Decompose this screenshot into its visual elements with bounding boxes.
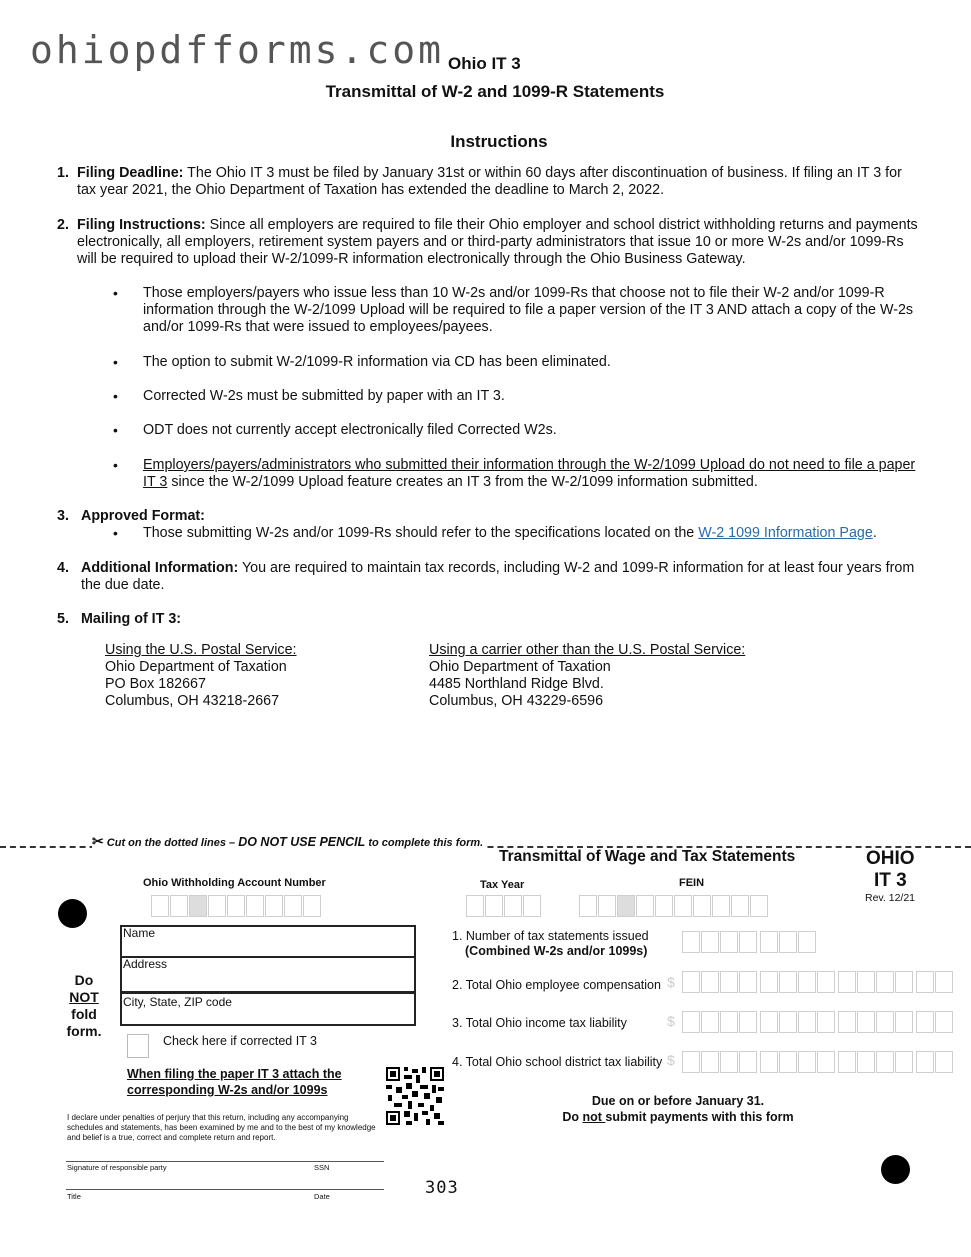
item-number: 3. xyxy=(57,508,69,524)
form-title: Transmittal of Wage and Tax Statements xyxy=(499,848,796,865)
line-1-label xyxy=(452,929,649,959)
tax-year-label: Tax Year xyxy=(480,879,525,891)
form-ohio: OHIO xyxy=(866,848,915,869)
date-label: Date xyxy=(314,1192,330,1201)
address-line: PO Box 182667 xyxy=(105,676,206,692)
perjury-declaration: I declare under penalties of perjury that this return, including any accompanying schedules and statements, has been examined by me and to the best of my knowledge and belief is a true, correct and complete return and report. xyxy=(67,1113,376,1142)
form-code: 303 xyxy=(425,1178,459,1198)
item-heading xyxy=(81,611,181,628)
item-heading-text: Approved Format: xyxy=(81,508,205,524)
item-text: Since all employers are required to file their Ohio employer and school district withholding returns and payments electronically, all employers, retirement system payers and or third-party administrators that issue 10 or more W-2s and/or 1099-Rs will be required to upload their W-2/1099-R information electronically through the Ohio Business Gateway. xyxy=(77,217,918,267)
line-4-label: 4. Total Ohio school district tax liability xyxy=(452,1055,663,1069)
dollar-sign: $ xyxy=(667,1013,675,1029)
line-1-subtext: (Combined W-2s and/or 1099s) xyxy=(465,944,648,958)
name-field[interactable] xyxy=(120,925,416,958)
fold-text: fold xyxy=(71,1006,97,1022)
section-heading: Instructions xyxy=(450,132,548,151)
page-title: Transmittal of W-2 and 1099-R Statements xyxy=(325,82,665,101)
ssn-label: SSN xyxy=(314,1163,330,1172)
cut-text-c: to complete this form. xyxy=(365,837,484,849)
item-text: The Ohio IT 3 must be filed by January 31st or within 60 days after discontinuation of business. If filing an IT 3 for tax year 2021, the Ohio Department of Taxation has extended the deadline to March 2, 2022. xyxy=(77,165,902,198)
title-line[interactable] xyxy=(66,1189,384,1190)
usps-heading: Using the U.S. Postal Service: xyxy=(105,642,297,658)
city-state-zip-field[interactable] xyxy=(120,992,416,1026)
watermark: ohiopdfforms.com xyxy=(30,28,445,72)
w2-1099-info-link[interactable]: W-2 1099 Information Page xyxy=(698,525,873,541)
due-notice xyxy=(540,1093,816,1125)
fein-label: FEIN xyxy=(679,877,705,889)
address-line: Ohio Department of Taxation xyxy=(105,659,287,675)
item-number: 2. xyxy=(57,217,69,233)
bullet-text: Those employers/payers who issue less than 10 W-2s and/or 1099-Rs that choose not to file their W-2 and/or 1099-R information through the W-2/1099 Upload will be required to file a paper version of the IT 3 AND attach a copy of the W-2s and/or 1099-Rs that were issued to employees/payees. xyxy=(143,285,914,335)
instruction-item xyxy=(81,560,921,594)
address-label: Address xyxy=(123,957,168,971)
dollar-sign: $ xyxy=(667,1052,675,1068)
due-line-2 xyxy=(540,1109,816,1125)
line-2-label: 2. Total Ohio employee compensation xyxy=(452,978,661,992)
signature-line[interactable] xyxy=(66,1161,384,1162)
carrier-address xyxy=(429,642,745,710)
corrected-checkbox[interactable] xyxy=(127,1034,149,1058)
line-2-field[interactable] xyxy=(682,971,954,993)
instruction-item xyxy=(77,217,922,268)
bullet-text: ODT does not currently accept electronically filed Corrected W2s. xyxy=(143,422,557,438)
line-3-label: 3. Total Ohio income tax liability xyxy=(452,1016,627,1030)
bullet: • xyxy=(113,457,118,473)
cut-text-a: Cut on the dotted lines – xyxy=(106,837,239,849)
not-text: NOT xyxy=(69,989,99,1005)
address-field[interactable] xyxy=(120,958,416,993)
attach-line: corresponding W-2s and/or 1099s xyxy=(127,1083,328,1097)
line-4-field[interactable] xyxy=(682,1051,954,1073)
corrected-label: Check here if corrected IT 3 xyxy=(163,1034,318,1048)
item-text: You are required to maintain tax records, including W-2 and 1099-R information for at least four years from the due date. xyxy=(81,560,915,593)
form-text: form. xyxy=(66,1023,102,1039)
city-label: City, State, ZIP code xyxy=(123,995,232,1009)
underlined-text: Employers/payers/administrators who submitted their information through the W-2/1099 Upload do not need to file a paper IT 3 xyxy=(143,457,916,490)
item-heading xyxy=(81,508,205,525)
form-it3: IT 3 xyxy=(874,870,907,891)
line-1-field[interactable] xyxy=(682,931,817,953)
bullet: • xyxy=(113,422,118,438)
form-name: Ohio IT 3 xyxy=(448,54,521,73)
signature-label: Signature of responsible party xyxy=(67,1163,167,1172)
bullet: • xyxy=(113,388,118,404)
account-number-field[interactable] xyxy=(151,895,322,917)
bullet-text xyxy=(143,457,918,491)
form-revision: Rev. 12/21 xyxy=(865,892,916,904)
bullet-rest: since the W-2/1099 Upload feature creates an IT 3 from the W-2/1099 information submitted. xyxy=(167,474,758,490)
address-line: 4485 Northland Ridge Blvd. xyxy=(429,676,604,692)
bullet: • xyxy=(113,525,118,541)
tax-year-field[interactable] xyxy=(466,895,542,917)
bullet-text: Corrected W-2s must be submitted by paper with an IT 3. xyxy=(143,388,505,404)
cut-instruction xyxy=(92,833,487,850)
bullet: • xyxy=(113,354,118,370)
item-number: 5. xyxy=(57,611,69,627)
cut-text-b: DO NOT USE PENCIL xyxy=(238,835,366,849)
item-number: 4. xyxy=(57,560,69,576)
attach-line: When filing the paper IT 3 attach the xyxy=(127,1067,342,1081)
line-3-field[interactable] xyxy=(682,1011,954,1033)
format-end: . xyxy=(872,525,877,541)
item-heading: Filing Instructions: xyxy=(77,217,206,233)
item-heading: Filing Deadline: xyxy=(77,165,184,181)
instruction-item xyxy=(77,165,917,199)
address-line: Columbus, OH 43218-2667 xyxy=(105,693,280,709)
usps-address xyxy=(105,642,297,710)
carrier-heading: Using a carrier other than the U.S. Postal Service: xyxy=(429,642,746,658)
item-heading-text: Mailing of IT 3: xyxy=(81,611,182,627)
attach-note xyxy=(127,1066,342,1098)
registration-mark xyxy=(881,1155,910,1184)
address-line: Ohio Department of Taxation xyxy=(429,659,611,675)
account-number-label: Ohio Withholding Account Number xyxy=(143,877,326,889)
due-text-c: submit payments with this form xyxy=(605,1110,794,1124)
registration-mark xyxy=(58,899,87,928)
due-text-a: Do xyxy=(562,1110,583,1124)
address-line: Columbus, OH 43229-6596 xyxy=(429,693,604,709)
title-label: Title xyxy=(67,1192,81,1201)
bullet-text xyxy=(143,525,923,542)
bullet-text: The option to submit W-2/1099-R information via CD has been eliminated. xyxy=(143,354,611,370)
line-1-text: 1. Number of tax statements issued xyxy=(452,929,649,943)
item-number: 1. xyxy=(57,165,69,181)
format-text: Those submitting W-2s and/or 1099-Rs should refer to the specifications located on the xyxy=(143,525,699,541)
do-text: Do xyxy=(74,972,94,988)
do-not-fold-notice xyxy=(64,972,104,1040)
dollar-sign: $ xyxy=(667,974,675,990)
name-label: Name xyxy=(123,926,156,940)
item-heading: Additional Information: xyxy=(81,560,239,576)
due-line-1: Due on or before January 31. xyxy=(591,1094,765,1108)
bullet: • xyxy=(113,285,118,301)
qr-code xyxy=(386,1067,444,1125)
fein-field[interactable] xyxy=(579,895,769,917)
scissors-icon: ✂ xyxy=(92,833,104,849)
due-text-not: not xyxy=(582,1110,606,1124)
